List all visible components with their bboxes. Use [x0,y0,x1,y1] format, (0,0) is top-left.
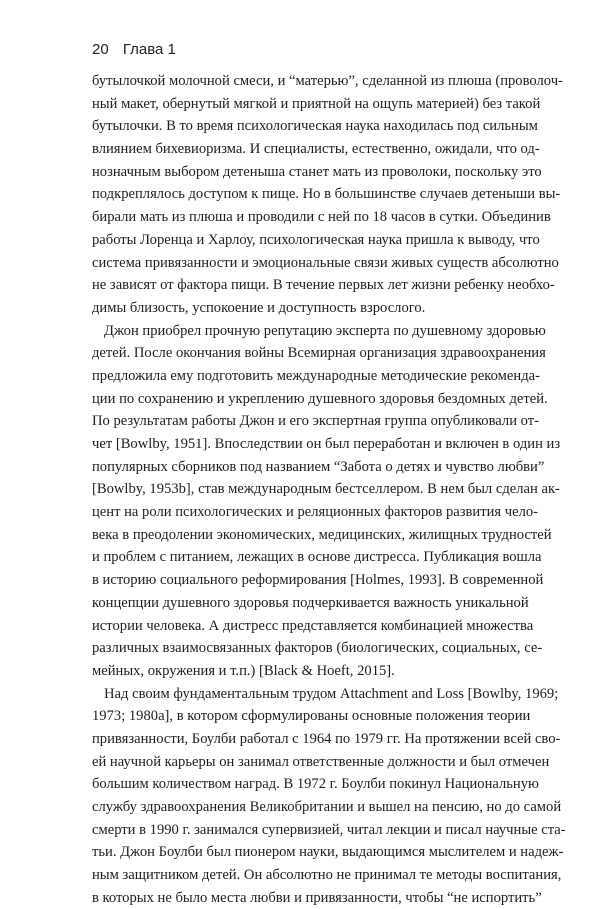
text-line: тьи. Джон Боулби был пионером науки, выдающимся мыслителем и надеж- [92,844,564,861]
text-line: бирали мать из плюша и проводили с ней по 18 часов в сутки. Объединив [92,209,551,226]
text-line: [Bowlby, 1953b], став международным бестселлером. В нем был сделан ак- [92,481,560,498]
running-header [92,41,176,58]
text-line: ным защитником детей. Он абсолютно не принимал те методы воспитания, [92,867,562,884]
body-text [92,70,566,909]
text-line: По результатам работы Джон и его экспертная группа опубликовали от- [92,413,539,430]
text-line: подкреплялось доступом к пище. Но в большинстве случаев детеныши вы- [92,186,561,203]
text-line: детей. После окончания войны Всемирная организация здравоохранения [92,345,546,362]
paragraph [92,70,563,320]
text-line: система привязанности и эмоциональные связи живых существ абсолютно [92,254,559,271]
text-line: бутылочки. В то время психологическая наука находилась под сильным [92,118,538,135]
text-line: цент на роли психологических и реляционных факторов развития чело- [92,504,539,521]
text-line: концепции душевного здоровья подчеркивается важность уникальной [92,594,529,611]
text-line: ный макет, обернутый мягкой и приятной на ощупь материей) без такой [92,95,541,112]
text-line: Над своим фундаментальным трудом Attachment and Loss [Bowlby, 1969; [104,685,559,702]
text-line: димы близость, успокоение и доступность взрослого. [92,299,426,316]
text-line: привязанности, Боулби работал с 1964 по 1979 гг. На протяжении всей сво- [92,730,561,747]
text-line: чет [Bowlby, 1951]. Впоследствии он был переработан и включен в один из [92,436,561,452]
page-number: 20 [92,41,109,58]
text-line: ей научной карьеры он занимал ответственные должности и был отмечен [92,753,550,770]
text-line: века в преодолении экономических, медицинских, жилищных трудностей [92,526,552,543]
chapter-title: Глава 1 [122,41,176,58]
text-line: Джон приобрел прочную репутацию эксперта по душевному здоровью [104,322,546,339]
text-line: мейных, окружения и т.п.) [Black & Hoeft, 2015]. [92,662,395,679]
text-line: большим количеством наград. В 1972 г. Боулби покинул Национальную [92,776,539,793]
text-line: и проблем с питанием, лежащих в основе дистресса. Публикация вошла [92,549,542,566]
text-line: истории человека. А дистресс представляется комбинацией множества [92,617,534,634]
text-line: ции по сохранению и укреплению душевного здоровья бездомных детей. [92,390,548,407]
text-line: нозначным выбором детеныша станет мать из проволоки, поскольку это [92,163,542,180]
text-line: популярных сборников под названием “Забота о детях и чувство любви” [92,458,545,475]
text-line: влиянием бихевиоризма. И специалисты, естественно, ожидали, что од- [92,141,540,158]
text-line: работы Лоренца и Харлоу, психологическая наука пришла к выводу, что [92,231,540,248]
text-line: в историю социального реформирования [Holmes, 1993]. В современной [92,572,544,589]
text-line: смерти в 1990 г. занимался супервизией, читал лекции и писал научные ста- [92,821,566,838]
text-line: в которых не было места любви и привязанности, чтобы “не испортить” [92,889,542,906]
paragraph [92,683,566,909]
text-line: различных взаимосвязанных факторов (биологических, социальных, се- [92,640,543,657]
text-line: предложила ему подготовить международные методические рекоменда- [92,367,540,384]
text-line: 1973; 1980a], в котором сформулированы основные положения теории [92,708,531,725]
text-line: не зависят от фактора пищи. В течение первых лет жизни ребенку необхо- [92,277,555,294]
text-line: бутылочкой молочной смеси, и “матерью”, сделанной из плюша (проволоч- [92,73,563,89]
text-line: службу здравоохранения Великобритании и вышел на пенсию, но до самой [92,799,562,815]
paragraph [92,320,561,683]
